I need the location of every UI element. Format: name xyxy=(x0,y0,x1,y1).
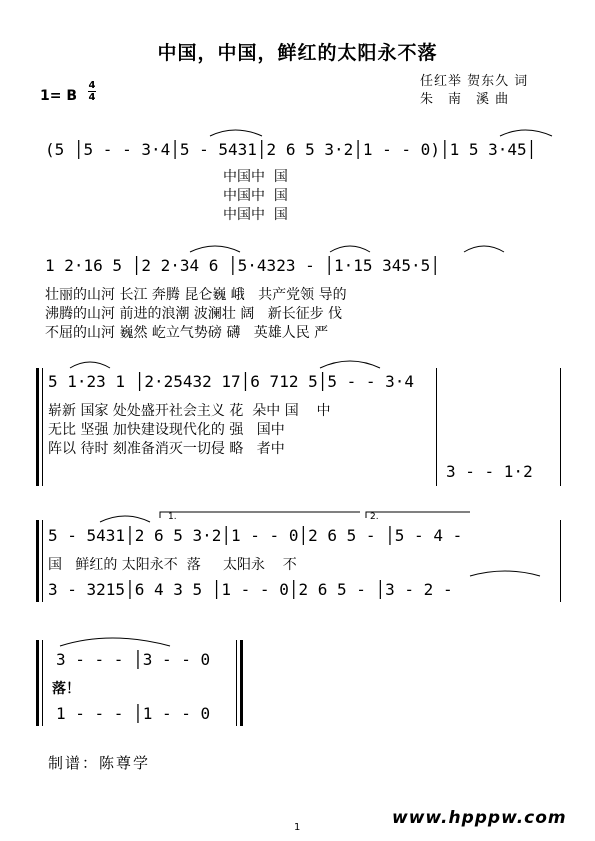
system-2-lyric-1: 壮丽的山河 长江 奔腾 昆仑巍 峨 共产党领 导的 xyxy=(45,287,347,303)
system-4-notes: 5 - 5431│2 6 5 3·2│1 - - 0│2 6 5 - │5 - 4 - xyxy=(48,526,463,545)
site-watermark: www.hpppw.com xyxy=(392,808,567,828)
system-4-lyric-1: 国 鲜红的 太阳永不 落 太阳永 不 xyxy=(48,557,297,573)
key-signature: 1= B xyxy=(40,88,78,104)
slur-2 xyxy=(500,130,552,136)
system-1-lyric-3: 中国中 国 xyxy=(45,207,288,223)
system-1-notes: (5 │5 - - 3·4│5 - 5431│2 6 5 3·2│1 - - 0)│1 5 3·45│ xyxy=(45,140,537,159)
slur-3 xyxy=(190,246,240,252)
slur-9 xyxy=(470,571,540,576)
final-barline-thin xyxy=(236,640,237,726)
system-3-end-barline xyxy=(560,368,561,486)
system-3-lyric-1: 崭新 国家 处处盛开社会主义 花 朵中 国 中 xyxy=(48,403,331,419)
volta-1-label: 1. xyxy=(168,512,177,522)
time-signature xyxy=(88,80,96,103)
system-5-brace-line xyxy=(42,640,43,726)
page-number: 1 xyxy=(294,822,301,833)
system-3-brace-line xyxy=(42,368,43,486)
slur-1 xyxy=(210,130,262,136)
slur-4 xyxy=(330,246,370,252)
system-4-brace-line xyxy=(42,520,43,602)
system-4-lower-notes: 3 - 3215│6 4 3 5 │1 - - 0│2 6 5 - │3 - 2 - xyxy=(48,580,453,599)
slur-8 xyxy=(100,516,150,522)
slur-10 xyxy=(60,638,170,646)
time-sig-bottom: 4 xyxy=(88,92,96,103)
system-4-end-barline xyxy=(560,520,561,602)
lyricist-credit: 任红举 贺东久 词 xyxy=(420,74,529,89)
volta-2-bracket xyxy=(366,512,470,518)
system-3-bracket xyxy=(36,368,39,486)
system-5-lyric-1: 落！ xyxy=(52,681,80,697)
system-5-lower-notes: 1 - - - │1 - - 0 xyxy=(56,704,211,723)
time-sig-top: 4 xyxy=(88,80,96,91)
system-3-lower-notes: 3 - - 1·2 xyxy=(446,462,533,481)
composer-credit: 朱 南 溪 曲 xyxy=(420,92,510,107)
system-3-lyric-2: 无比 坚强 加快建设现代化的 强 国中 xyxy=(48,422,285,438)
system-3-notes: 5 1·23 1 │2·25432 17│6 712 5│5 - - 3·4 xyxy=(48,372,415,391)
final-barline-thick xyxy=(240,640,243,726)
system-2-notes: 1 2·16 5 │2 2·34 6 │5·4323 - │1·15 345·5│ xyxy=(45,256,440,275)
system-5-notes: 3 - - - │3 - - 0 xyxy=(56,650,211,669)
volta-2-label: 2. xyxy=(370,512,379,522)
slur-5 xyxy=(464,246,504,252)
song-title: 中国，中国，鲜红的太阳永不落 xyxy=(157,42,438,64)
volta-1-bracket xyxy=(160,512,360,518)
system-2-lyric-3: 不屈的山河 巍然 屹立气势磅 礴 英雄人民 严 xyxy=(45,325,329,341)
system-3-lyric-3: 阵以 待时 刻准备消灭一切侵 略 者中 xyxy=(48,441,285,457)
system-1-lyric-1: 中国中 国 xyxy=(45,169,288,185)
notation-credit: 制谱：陈尊学 xyxy=(48,754,151,772)
slur-7 xyxy=(320,361,380,368)
system-2-lyric-2: 沸腾的山河 前进的浪潮 波澜壮 阔 新长征步 伐 xyxy=(45,306,343,322)
system-5-bracket xyxy=(36,640,39,726)
system-1-lyric-2: 中国中 国 xyxy=(45,188,288,204)
system-4-bracket xyxy=(36,520,39,602)
system-3-barline xyxy=(436,368,437,486)
slur-6 xyxy=(70,362,110,368)
